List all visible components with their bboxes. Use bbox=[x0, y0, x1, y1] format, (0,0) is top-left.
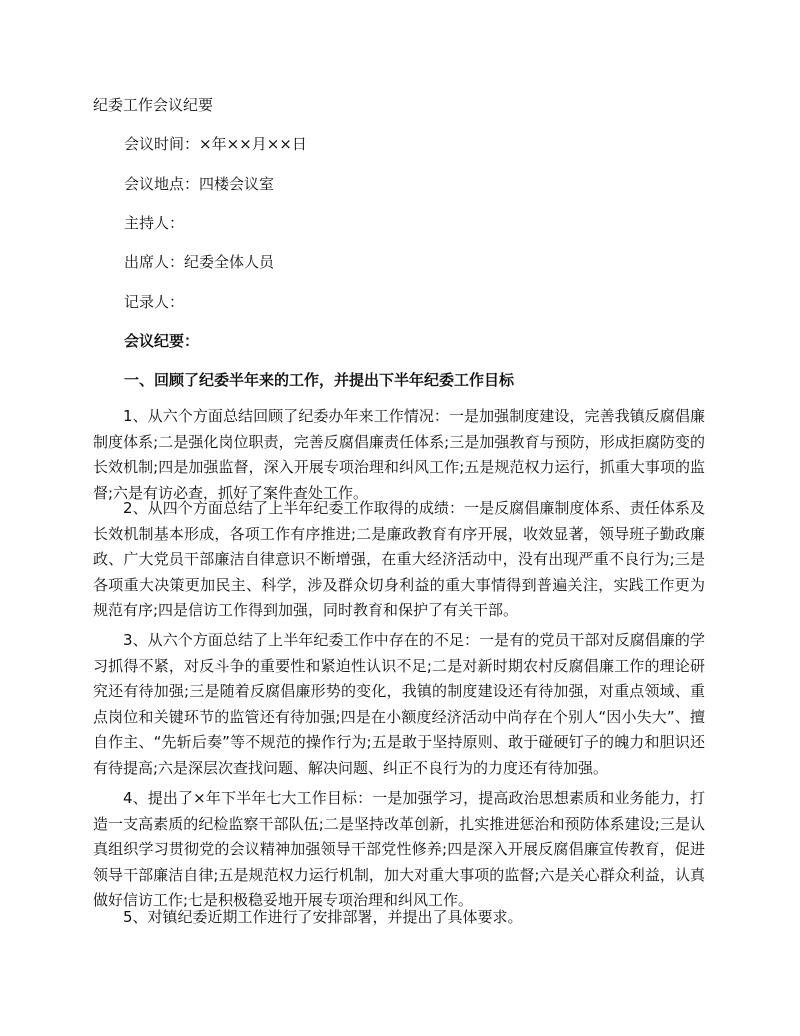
paragraph-5: 5、对镇纪委近期工作进行了安排部署，并提出了具体要求。 bbox=[123, 908, 523, 926]
meeting-place: 会议地点：四楼会议室 bbox=[124, 175, 275, 193]
section-heading: 一、回顾了纪委半年来的工作，并提出下半年纪委工作目标 bbox=[124, 371, 515, 389]
paragraph-4: 4、提出了×年下半年七大工作目标：一是加强学习，提高政治思想素质和业务能力，打造一支高素质的纪检监察干部队伍;二是坚持改革创新，扎实推进惩治和预防体系建设;三是认真组织学习贯彻党的会议精神加强领导干部党性修养;四是深入开展反腐倡廉宣传教育，促进领导干部廉洁自律;五是规范权力运行机制，加大对重大事项的监督;六是关心群众利益，认真做好信访工作;七是积极稳妥地开展专项治理和纠风工作。 bbox=[93, 789, 705, 909]
meeting-host: 主持人： bbox=[124, 214, 185, 232]
meeting-attendees: 出席人：纪委全体人员 bbox=[124, 253, 275, 271]
document-title: 纪委工作会议纪要 bbox=[93, 96, 214, 114]
meeting-time: 会议时间：×年××月××日 bbox=[124, 135, 307, 153]
paragraph-2: 2、从四个方面总结了上半年纪委工作取得的成绩：一是反腐倡廉制度体系、责任体系及长效机制基本形成，各项工作有序推进;二是廉政教育有序开展，收效显著，领导班子勤政廉政、广大党员干部廉洁自律意识不断增强，在重大经济活动中，没有出现严重不良行为;三是各项重大决策更加民主、科学，涉及群众切身利益的重大事情得到普遍关注，实践工作更为规范有序;四是信访工作得到加强，同时教育和保护了有关干部。 bbox=[93, 499, 705, 619]
meeting-recorder: 记录人： bbox=[124, 293, 185, 311]
minutes-label: 会议纪要： bbox=[124, 332, 200, 350]
paragraph-1: 1、从六个方面总结回顾了纪委办年来工作情况：一是加强制度建设，完善我镇反腐倡廉制度体系;二是强化岗位职责，完善反腐倡廉责任体系;三是加强教育与预防，形成拒腐防变的长效机制;四是加强监督，深入开展专项治理和纠风工作;五是规范权力运行，抓重大事项的监督;六是有访必查，抓好了案件查处工作。 bbox=[93, 407, 705, 502]
paragraph-3: 3、从六个方面总结了上半年纪委工作中存在的不足：一是有的党员干部对反腐倡廉的学习抓得不紧，对反斗争的重要性和紧迫性认识不足;二是对新时期农村反腐倡廉工作的理论研究还有待加强;三是随着反腐倡廉形势的变化，我镇的制度建设还有待加强，对重点领域、重点岗位和关键环节的监管还有待加强;四是在小额度经济活动中尚存在个别人“因小失大”、擅自作主、“先斩后奏”等不规范的操作行为;五是敢于坚持原则、敢于碰硬钉子的魄力和胆识还有待提高;六是深层次查找问题、解决问题、纠正不良行为的力度还有待加强。 bbox=[93, 631, 705, 777]
